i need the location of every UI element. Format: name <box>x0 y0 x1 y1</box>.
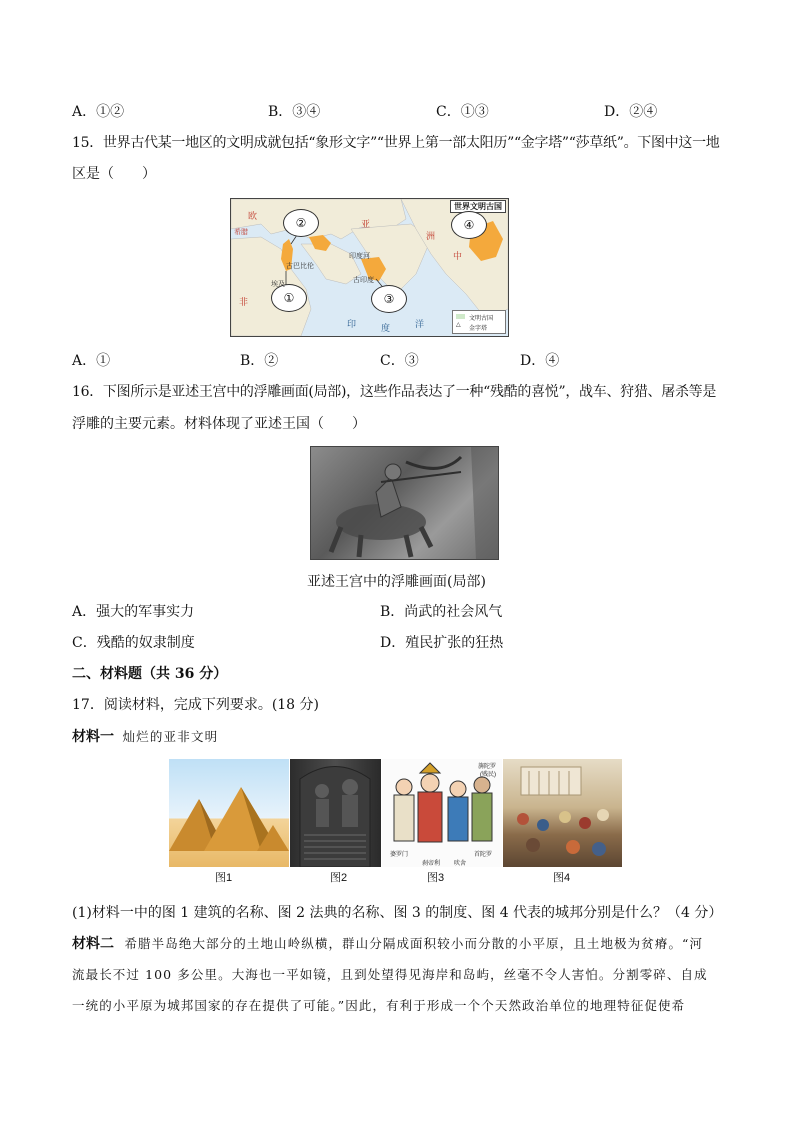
map-label-babylon: 古巴比伦 <box>286 262 314 270</box>
map-marker-1: ① <box>271 284 307 312</box>
figure4-caption: 图4 <box>553 872 571 884</box>
map-marker-3: ③ <box>371 285 407 313</box>
map-label-asia: 亚 <box>361 220 371 230</box>
q16-option-d: D．殖民扩张的狂热 <box>380 635 504 651</box>
material1-title: 灿烂的亚非文明 <box>122 729 219 744</box>
material2-line1 <box>72 934 703 954</box>
material1-header <box>72 727 218 747</box>
map-label-ou: 欧 <box>248 212 258 222</box>
q16-option-c: C．残酷的奴隶制度 <box>72 635 195 651</box>
map-marker-4: ④ <box>451 211 487 239</box>
q16-stem-line2: 浮雕的主要元素。材料体现了亚述王国（ ） <box>72 416 366 432</box>
q14-option-c: C．①③ <box>436 104 489 120</box>
figure2-caption: 图2 <box>330 872 348 884</box>
caste-label-shudra: 首陀罗 <box>474 852 493 858</box>
legend-label-pyramid: 金字塔 <box>469 325 488 332</box>
world-civilization-map <box>230 198 509 337</box>
caste-label-vaishya: 吠舍 <box>454 861 467 867</box>
figure2-code-stele <box>290 759 381 867</box>
figure3-caption: 图3 <box>427 872 445 884</box>
figure1-caption: 图1 <box>215 872 233 884</box>
map-label-zhou: 洲 <box>426 232 436 242</box>
map-label-egypt: 埃及 <box>271 280 285 288</box>
q14-option-d: D．②④ <box>604 104 658 120</box>
caste-label-kshatriya: 刹帝利 <box>422 861 441 867</box>
map-label-yin: 印 <box>347 320 357 330</box>
q17-question1: (1)材料一中的图 1 建筑的名称、图 2 法典的名称、图 3 的制度、图 4 代表的城邦分别是什么？（4 分） <box>72 905 723 921</box>
q15-option-d: D．④ <box>520 353 560 369</box>
material2-text-line2: 流最长不过 100 多公里。大海也一平如镜，且到处望得见海岸和岛屿，丝毫不令人害怕。分割零碎、自成 <box>72 967 708 982</box>
map-label-china: 中 <box>453 252 463 262</box>
caste-label-outcast: (贱民) <box>480 772 496 778</box>
stele-graphic <box>290 759 381 867</box>
figure3-caste-drawing <box>382 759 502 867</box>
pyramids-graphic <box>169 759 289 867</box>
legend-triangle-icon: △ <box>456 321 461 328</box>
q15-stem-line2: 区是（ ） <box>72 166 156 182</box>
material2-label: 材料二 <box>72 936 114 952</box>
legend-label-civ: 文明古国 <box>469 315 494 322</box>
map-label-du: 度 <box>381 324 391 334</box>
map-title: 世界文明古国 <box>450 200 506 213</box>
material1-label: 材料一 <box>72 729 114 745</box>
figure4-athens-painting <box>503 759 622 867</box>
athens-graphic <box>503 759 622 867</box>
q16-figure-caption: 亚述王宫中的浮雕画面(局部) <box>307 574 486 590</box>
q15-option-a: A．① <box>72 353 111 369</box>
map-label-africa: 非 <box>239 298 249 308</box>
section2-heading: 二、材料题（共 36 分） <box>72 666 228 682</box>
caste-label-brahmin: 婆罗门 <box>390 852 409 858</box>
q15-stem-line1: 15．世界古代某一地区的文明成就包括“象形文字”“世界上第一部太阳历”“金字塔”“莎草纸”。下图中这一地 <box>72 135 720 151</box>
map-label-yang: 洋 <box>415 320 425 330</box>
map-marker-2: ② <box>283 209 319 237</box>
map-label-ancient-india: 古印度 <box>353 276 374 284</box>
q16-stem-line1: 16．下图所示是亚述王宫中的浮雕画面(局部)，这些作品表达了一种“残酷的喜悦”，战车、狩猎、屠杀等是 <box>72 384 717 400</box>
q17-stem: 17．阅读材料，完成下列要求。(18 分) <box>72 697 320 713</box>
material2-text-line3: 一统的小平原为城邦国家的存在提供了可能。”因此，有利于形成一个个天然政治单位的地理特征促使希 <box>72 998 686 1013</box>
legend-swatch-civ <box>456 314 465 319</box>
q15-option-c: C．③ <box>380 353 419 369</box>
relief-figure-graphic <box>311 447 498 559</box>
q15-option-b: B．② <box>240 353 279 369</box>
figure1-pyramids <box>169 759 289 867</box>
q14-option-b: B．③④ <box>268 104 321 120</box>
q16-option-b: B．尚武的社会风气 <box>380 604 503 620</box>
q14-option-a: A．①② <box>72 104 125 120</box>
caste-label-dalit: 旃陀罗 <box>478 764 497 770</box>
assyrian-relief-image <box>310 446 499 560</box>
map-label-indus: 印度河 <box>349 252 370 260</box>
map-label-greece: 希腊 <box>234 228 248 236</box>
map-legend <box>452 310 506 334</box>
q16-option-a: A．强大的军事实力 <box>72 604 195 620</box>
material2-text-line1: 希腊半岛绝大部分的土地山岭纵横，群山分隔成面积较小而分散的小平原，且土地极为贫瘠。“河 <box>124 936 704 951</box>
